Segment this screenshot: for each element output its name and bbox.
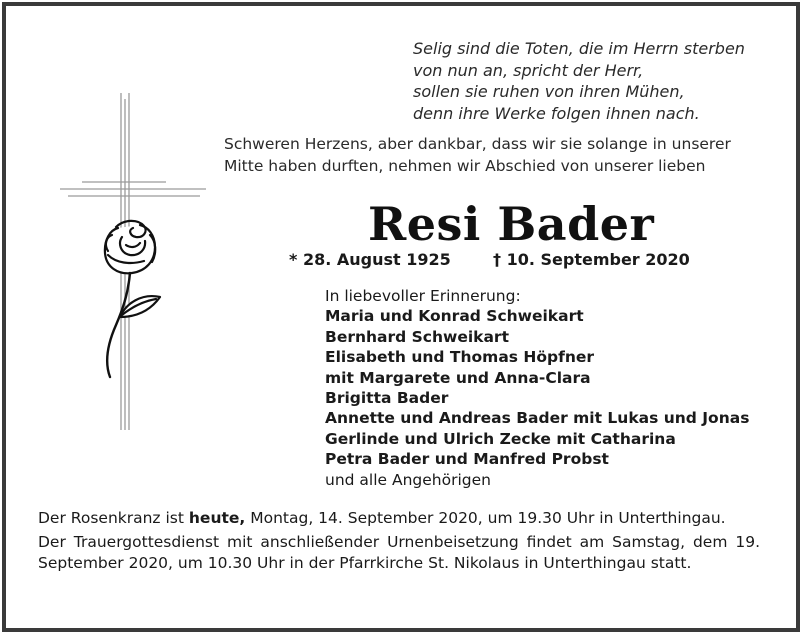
birth-date: * 28. August 1925 — [289, 250, 451, 269]
cross-icon — [60, 85, 220, 435]
family-member: Bernhard Schweikart — [325, 327, 509, 346]
rosary-notice — [38, 508, 760, 529]
rosary-after: Montag, 14. September 2020, um 19.30 Uhr in Unterthingau. — [245, 509, 726, 527]
verse-line: von nun an, spricht der Herr, — [413, 60, 644, 80]
family-member: mit Margarete und Anna-Clara — [325, 368, 591, 387]
bible-verse — [413, 38, 745, 124]
intro-text — [224, 133, 731, 177]
intro-line: Schweren Herzens, aber dankbar, dass wir sie solange in unserer — [224, 135, 731, 153]
family-lead: In liebevoller Erinnerung: — [325, 287, 521, 305]
family-member: Annette und Andreas Bader mit Lukas und Jonas — [325, 409, 750, 428]
family-member: Elisabeth und Thomas Höpfner — [325, 348, 595, 367]
verse-line: denn ihre Werke folgen ihnen nach. — [413, 103, 700, 123]
deceased-name: Resi Bader — [368, 197, 655, 251]
family-member: Brigitta Bader — [325, 389, 449, 408]
family-member: Petra Bader und Manfred Probst — [325, 450, 609, 469]
verse-line: sollen sie ruhen von ihren Mühen, — [413, 82, 685, 101]
family-list — [325, 286, 749, 490]
death-date: † 10. September 2020 — [493, 250, 690, 269]
rosary-emphasis: heute, — [188, 509, 246, 527]
funeral-service-notice: Der Trauergottesdienst mit anschließender Urnenbeisetzung findet am Samstag, dem 19. September 2020, um 10.30 Uhr in der Pfarrkirche St. Nikolaus in Unterthingau statt. — [38, 533, 760, 572]
family-member: Maria und Konrad Schweikart — [325, 307, 584, 326]
service-info — [38, 508, 760, 574]
family-member: Gerlinde und Ulrich Zecke mit Catharina — [325, 429, 676, 448]
intro-line: Mitte haben durften, nehmen wir Abschied von unserer lieben — [224, 157, 706, 175]
family-tail: und alle Angehörigen — [325, 470, 491, 489]
rose-icon — [105, 221, 160, 377]
verse-line: Selig sind die Toten, die im Herrn sterben — [413, 39, 745, 58]
rosary-before: Der Rosenkranz ist — [38, 509, 189, 527]
